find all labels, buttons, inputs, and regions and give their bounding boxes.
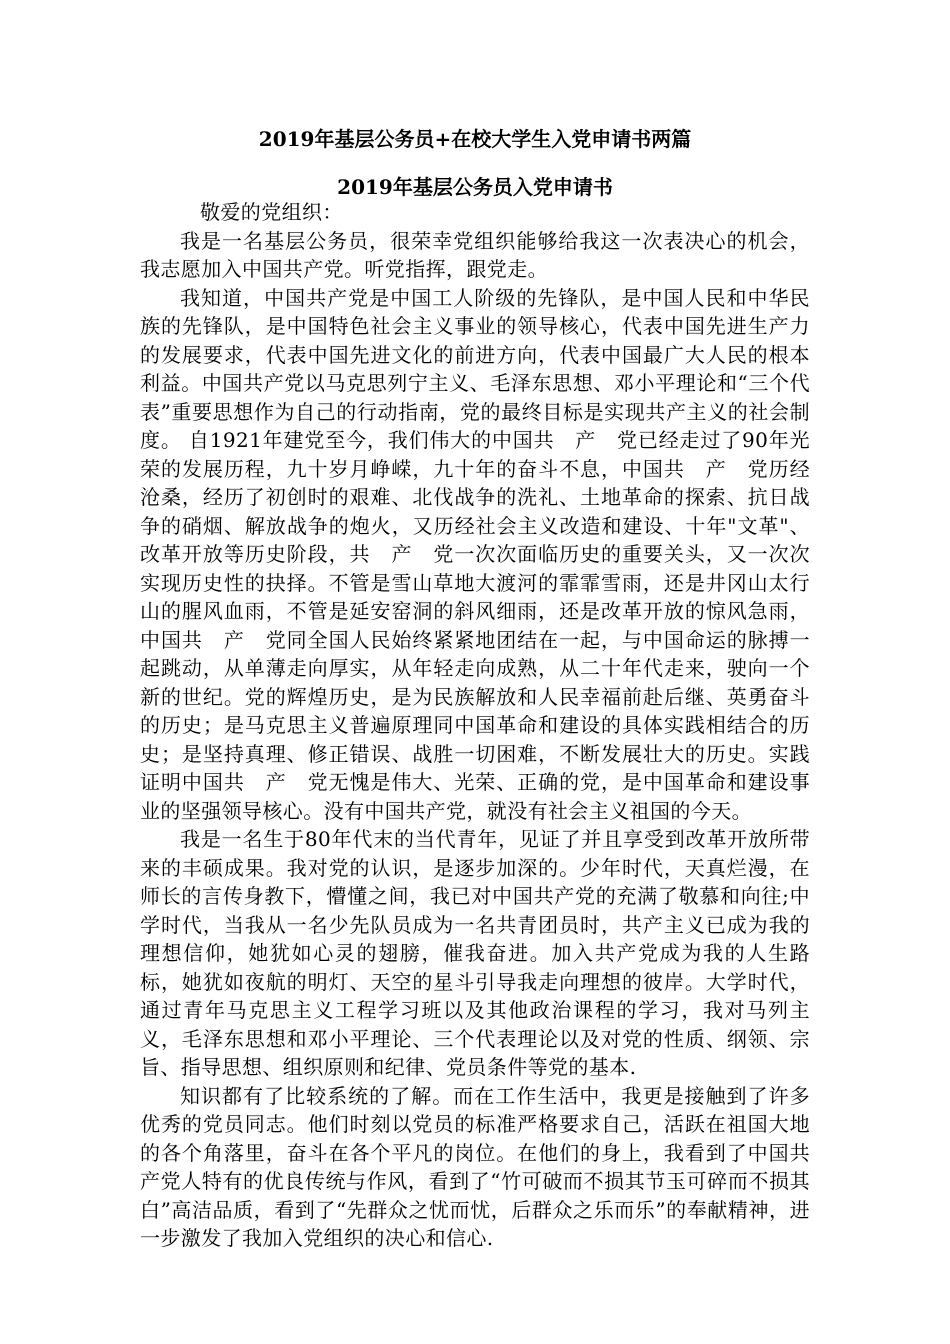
document-title: 2019年基层公务员+在校大学生入党申请书两篇	[258, 127, 692, 151]
salutation: 敬爱的党组织：	[200, 200, 343, 224]
document-body	[140, 198, 810, 1253]
paragraph-4: 知识都有了比较系统的了解。而在工作生活中，我更是接触到了许多优秀的党员同志。他们时刻以党员的标准严格要求自己，活跃在祖国大地的各个角落里，奋斗在各个平凡的岗位。在他们的身上，我看到了中国共产党人特有的优良传统与作风，看到了“竹可破而不损其节玉可碎而不损其白”高洁品质，看到了“先群众之忧而忧，后群众之乐而乐”的奉献精神，进一步激发了我加入党组织的决心和信心.	[140, 1083, 810, 1250]
paragraph-1: 我是一名基层公务员，很荣幸党组织能够给我这一次表决心的机会，我志愿加入中国共产党。听党指挥，跟党走。	[140, 228, 810, 281]
paragraph-2: 我知道，中国共产党是中国工人阶级的先锋队，是中国人民和中华民族的先锋队，是中国特色社会主义事业的领导核心，代表中国先进生产力的发展要求，代表中国先进文化的前进方向，代表中国最广大人民的根本利益。中国共产党以马克思列宁主义、毛泽东思想、邓小平理论和“三个代表”重要思想作为自己的行动指南，党的最终目标是实现共产主义的社会制度。 自1921年建党至今，我们伟大的中国共 产 党已经走过了90年光荣的发展历程，九十岁月峥嵘，九十年的奋斗不息，中国共 产 党历经沧桑，经历了初创时的艰难、北伐战争的洗礼、土地革命的探索、抗日战争的硝烟、解放战争的炮火，又历经社会主义改造和建设、十年"文革"、改革开放等历史阶段，共 产 党一次次面临历史的重要关头，又一次次实现历史性的抉择。不管是雪山草地大渡河的霏霏雪雨，还是井冈山太行山的腥风血雨，不管是延安窑洞的斜风细雨，还是改革开放的惊风急雨，中国共 产 党同全国人民始终紧紧地团结在一起，与中国命运的脉搏一起跳动，从单薄走向厚实，从年轻走向成熟，从二十年代走来，驶向一个新的世纪。党的辉煌历史，是为民族解放和人民幸福前赴后继、英勇奋斗的历史；是马克思主义普遍原理同中国革命和建设的具体实践相结合的历史；是坚持真理、修正错误、战胜一切困难，不断发展壮大的历史。实践证明中国共 产 党无愧是伟大、光荣、正确的党，是中国革命和建设事业的坚强领导核心。没有中国共产党，就没有社会主义祖国的今天。	[140, 285, 810, 823]
paragraph-3: 我是一名生于80年代末的当代青年，见证了并且享受到改革开放所带来的丰硕成果。我对党的认识，是逐步加深的。少年时代，天真烂漫，在师长的言传身教下，懵懂之间，我已对中国共产党的充满了敬慕和向往;中学时代，当我从一名少先队员成为一名共青团员时，共产主义已成为我的理想信仰，她犹如心灵的翅膀，催我奋进。加入共产党成为我的人生路标，她犹如夜航的明灯、天空的星斗引导我走向理想的彼岸。大学时代，通过青年马克思主义工程学习班以及其他政治课程的学习，我对马列主义，毛泽东思想和邓小平理论、三个代表理论以及对党的性质、纲领、宗旨、指导思想、组织原则和纪律、党员条件等党的基本.	[140, 827, 810, 1079]
section-title: 2019年基层公务员入党申请书	[337, 175, 613, 199]
